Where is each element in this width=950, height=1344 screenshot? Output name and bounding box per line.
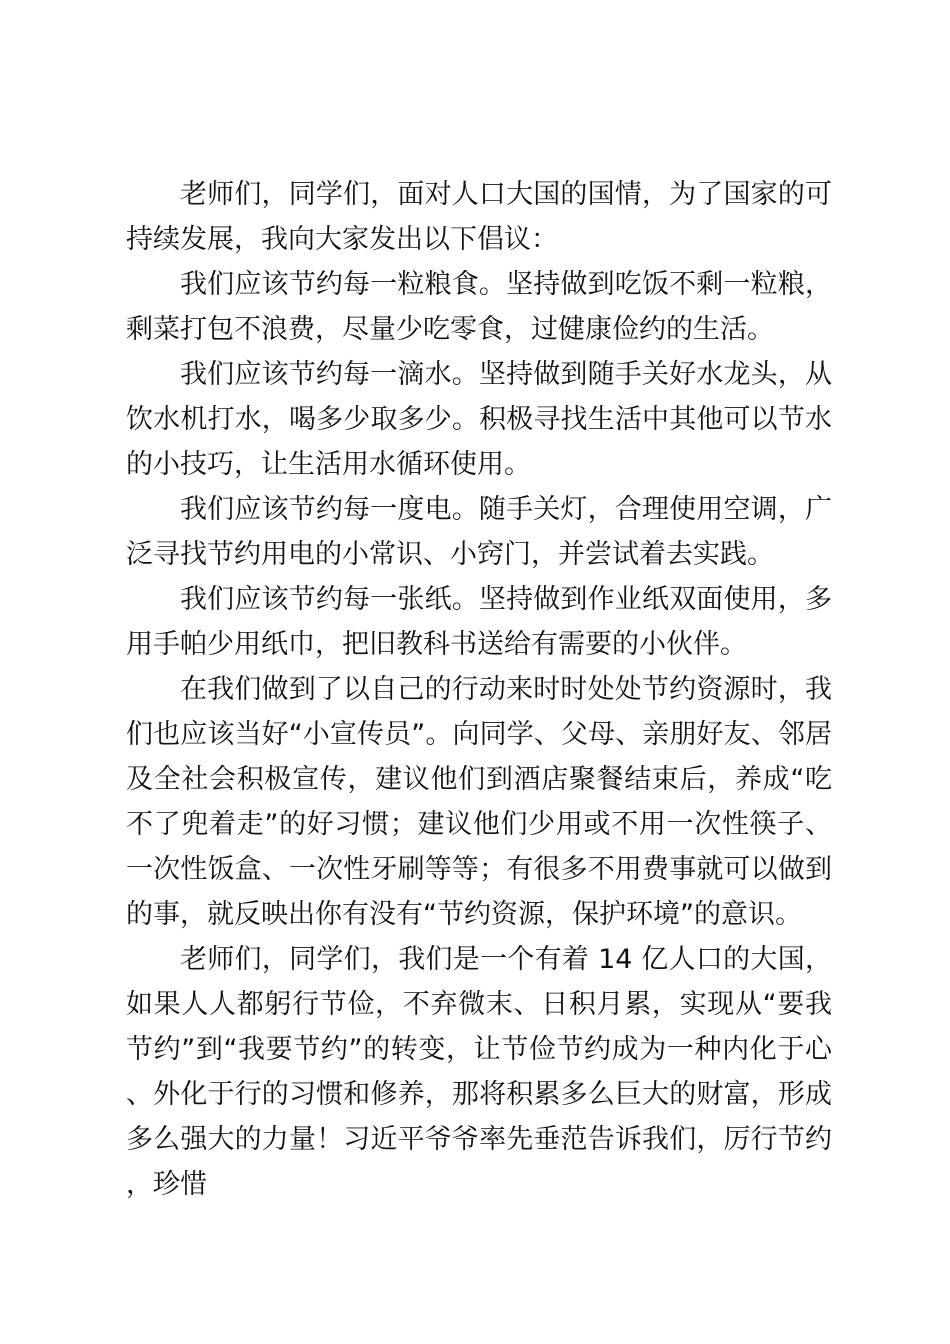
paragraph-save-electricity: 我们应该节约每一度电。随手关灯，合理使用空调，广泛寻找节约用电的小常识、小窍门，并尝试着去实践。 (126, 494, 832, 570)
paragraph-save-water: 我们应该节约每一滴水。坚持做到随手关好水龙头，从饮水机打水，喝多少取多少。积极寻找生活中其他可以节水的小技巧，让生活用水循环使用。 (126, 359, 832, 480)
paragraph-opening: 老师们，同学们，面对人口大国的国情，为了国家的可持续发展，我向大家发出以下倡议： (126, 179, 832, 255)
document-body (126, 172, 832, 1207)
paragraph-save-paper: 我们应该节约每一张纸。坚持做到作业纸双面使用，多用手帕少用纸巾，把旧教科书送给有需要的小伙伴。 (126, 584, 832, 660)
paragraph-save-food: 我们应该节约每一粒粮食。坚持做到吃饭不剩一粒粮，剩菜打包不浪费，尽量少吃零食，过健康俭约的生活。 (126, 269, 832, 345)
paragraph-publicity: 在我们做到了以自己的行动来时时处处节约资源时，我们也应该当好“小宣传员”。向同学、父母、亲朋好友、邻居及全社会积极宣传，建议他们到酒店聚餐结束后，养成“吃不了兜着走”的好习惯；建议他们少用或不用一次性筷子、一次性饭盒、一次性牙刷等等；有很多不用费事就可以做到的事，就反映出你有没有“节约资源，保护环境”的意识。 (126, 674, 832, 930)
paragraph-closing: 老师们，同学们，我们是一个有着 14 亿人口的大国，如果人人都躬行节俭，不弃微末、日积月累，实现从“要我节约”到“我要节约”的转变，让节俭节约成为一种内化于心、外化于行的习惯和修养，那将积累多么巨大的财富，形成多么强大的力量！习近平爷爷率先垂范告诉我们，厉行节约，珍惜 (126, 944, 832, 1200)
